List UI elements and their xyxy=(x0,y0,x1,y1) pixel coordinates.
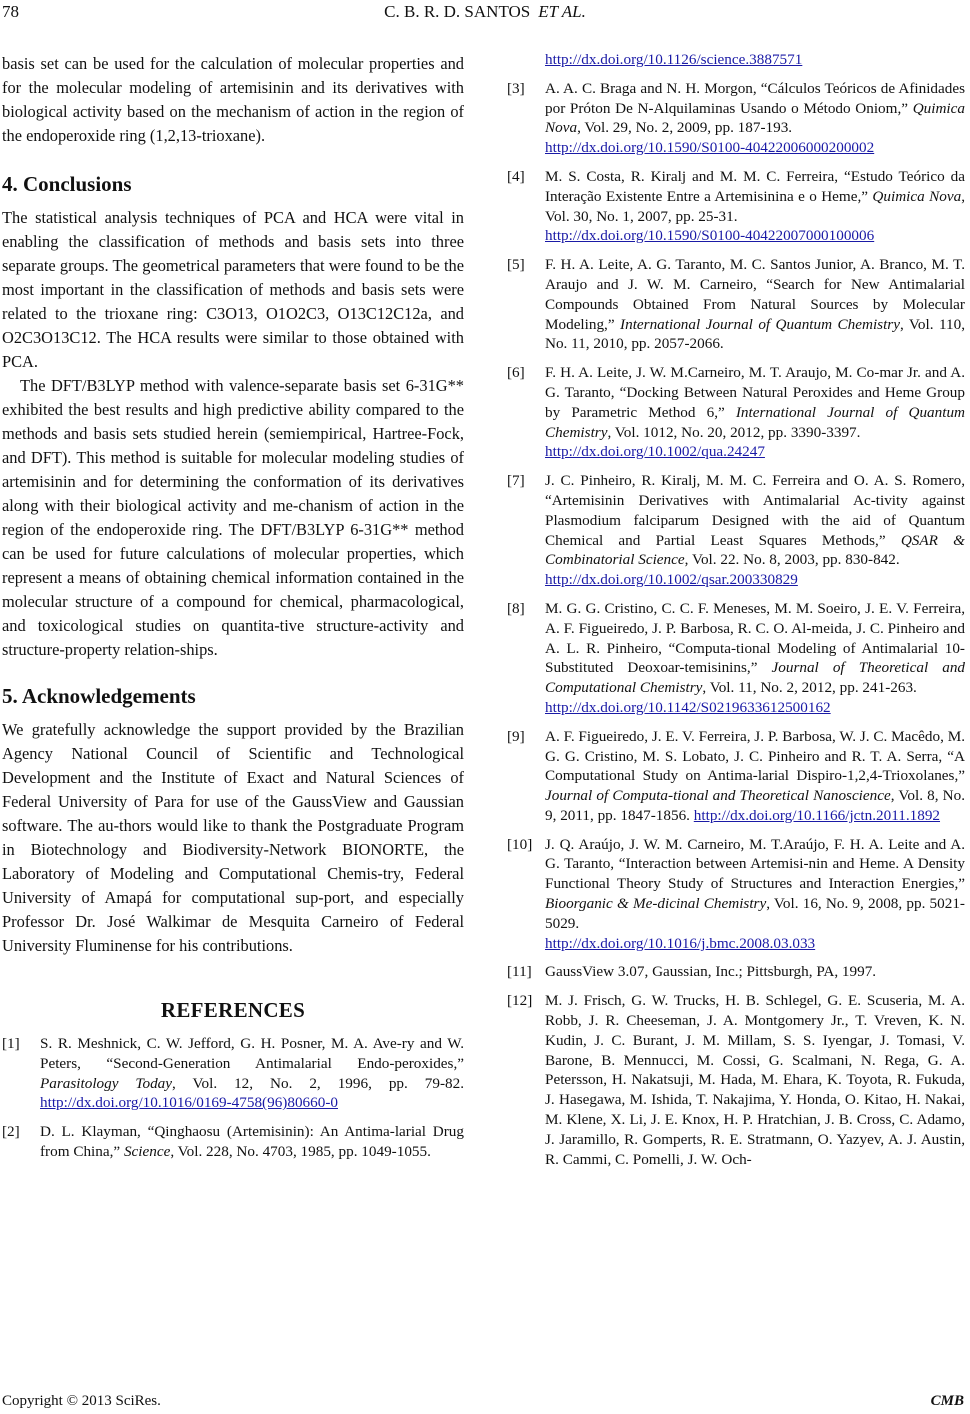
reference-journal: International Journal of Quantum Chemistry xyxy=(545,403,966,441)
reference-item-12 xyxy=(507,991,965,1169)
reference-item-11 xyxy=(507,962,965,982)
conclusions-paragraph-2: The DFT/B3LYP method with valence-separate basis set 6-31G** exhibited the best results and high predictive ability compared to the methods and basis sets studied herein (semiempirical, Hartree-Fock, and DFT). This method is suitable for molecular modeling studies of artemisinin and for determining the conformation of its derivatives along with their biological activity and me-chanism of action in the region of the endoperoxide ring. The DFT/B3LYP 6-31G** method can be used for future calculations of molecular properties, which represent a means of obtaining chemical information contained in the molecular structure of a compound for chemical, pharmacological, and toxicological studies on quantita-tive structure-activity and structure-property relation-ships. xyxy=(2,376,464,659)
footer-journal-abbrev: CMB xyxy=(930,1393,964,1409)
reference-text: M. S. Costa, R. Kiralj and M. M. C. Ferreira, “Estudo Teórico da Interação Existente Entre a Artemisinina e o Heme,” xyxy=(545,167,965,205)
reference-journal: QSAR & Combinatorial Science xyxy=(545,531,965,569)
page-number: 78 xyxy=(2,2,19,21)
reference-item-9 xyxy=(507,727,965,826)
reference-label: [5] xyxy=(507,256,525,274)
reference-item-3 xyxy=(507,79,965,158)
reference-details: , Vol. 11, No. 2, 2012, pp. 241-263. xyxy=(702,679,917,697)
reference-label: [11] xyxy=(507,963,532,981)
reference-doi-link[interactable]: http://dx.doi.org/10.1016/0169-4758(96)80660-0 xyxy=(40,1094,338,1112)
reference-item-5 xyxy=(507,255,965,354)
reference-item-2 xyxy=(2,1122,464,1162)
footer-copyright: Copyright © 2013 SciRes. xyxy=(2,1393,161,1409)
reference-label: [3] xyxy=(507,79,525,97)
left-column xyxy=(2,52,464,1162)
reference-doi-link[interactable]: http://dx.doi.org/10.1016/j.bmc.2008.03.033 xyxy=(545,934,816,952)
conclusions-heading: 4. Conclusions xyxy=(2,172,132,196)
reference-label: [12] xyxy=(507,992,533,1010)
reference-label: [1] xyxy=(2,1035,20,1052)
reference-item-7 xyxy=(507,471,965,590)
reference-text: M. J. Frisch, G. W. Trucks, H. B. Schlegel, G. E. Scuseria, M. A. Robb, J. R. Cheeseman, J. A. Montgomery Jr., T. Vreven, K. N. Kudin, J. C. Burant, J. M. Millam, S. S. Iyengar, J. Tomasi, V. Barone, B. Mennucci, M. Cossi, G. Scalmani, N. Rega, G. A. Petersson, H. Nakatsuji, M. Hada, M. Ehara, K. Toyota, R. Fukuda, J. Hasegawa, M. Ishida, T. Nakajima, Y. Honda, O. Kitao, H. Nakai, M. Klene, X. Li, J. E. Knox, H. P. Hratchian, J. B. Cross, C. Adamo, J. Jaramillo, R. Gomperts, R. E. Stratmann, O. Yazyev, A. J. Austin, R. Cammi, C. Pomelli, J. W. Och- xyxy=(545,992,965,1168)
reference-text: F. H. A. Leite, A. G. Taranto, M. C. Santos Junior, A. Branco, M. T. Araujo and J. W. M. Carneiro, “Search for New Antimalarial Compounds Obtained From Natural Sources by Molecular Modeling,” xyxy=(545,256,965,333)
reference-label: [7] xyxy=(507,472,525,490)
header-et-al: ET AL. xyxy=(538,2,586,21)
reference-journal: Journal of Computa-tional and Theoretical Nanoscience xyxy=(545,787,891,805)
reference-details: , Vol. 1012, No. 20, 2012, pp. 3390-3397. xyxy=(607,423,861,441)
intro-paragraph: basis set can be used for the calculation of molecular properties and for the molecular modeling of artemisinin and its derivatives with biological activity based on the mechanism of action in the region of the endoperoxide ring (1,2,13-trioxane). xyxy=(2,54,464,145)
reference-journal: Science xyxy=(123,1142,171,1160)
reference-text: S. R. Meshnick, C. W. Jefford, G. H. Posner, M. A. Ave-ry and W. Peters, “Second-Generation Antimalarial Endo-peroxides,” xyxy=(40,1035,464,1072)
reference-label: [8] xyxy=(507,599,525,617)
reference-text: J. Q. Araújo, J. W. M. Carneiro, M. T.Araújo, F. H. A. Leite and A. G. Taranto, “Interaction between Artemisi-nin and Heme. A Density Functional Theory Study of Structures and Interaction Energies,” xyxy=(545,835,965,893)
reference-details: , Vol. 8, No. 9, 2011, pp. 1847-1856. xyxy=(545,787,966,824)
reference-label: [9] xyxy=(507,727,525,745)
reference-text: A. A. C. Braga and N. H. Morgon, “Cálculos Teóricos de Afinidades por Próton De N-Alquilaminas Usando o Método Oniom,” xyxy=(545,79,965,117)
reference-text: A. F. Figueiredo, J. E. V. Ferreira, J. P. Barbosa, W. J. C. Macêdo, M. G. G. Cristino, M. S. Lobato, J. C. Pinheiro and R. T. A. Serra, “A Computational Study on Antima-larial Dispiro-1,2,4-Trioxolanes,” xyxy=(545,727,965,785)
reference-doi-link[interactable]: http://dx.doi.org/10.1166/jctn.2011.1892 xyxy=(693,806,941,824)
reference-item-1 xyxy=(2,1034,464,1113)
reference-details: , Vol. 29, No. 2, 2009, pp. 187-193. xyxy=(577,119,793,137)
reference-doi-link[interactable]: http://dx.doi.org/10.1002/qua.24247 xyxy=(545,443,765,461)
right-column xyxy=(507,50,965,1169)
reference-journal: Parasitology Today xyxy=(40,1074,173,1092)
reference-text: GaussView 3.07, Gaussian, Inc.; Pittsburgh, PA, 1997. xyxy=(545,963,877,981)
references-heading: REFERENCES xyxy=(160,998,306,1022)
running-title xyxy=(0,0,970,24)
reference-text: D. L. Klayman, “Qinghaosu (Artemisinin): An Antima-larial Drug from China,” xyxy=(40,1123,464,1160)
reference-details: , Vol. 16, No. 9, 2008, pp. 5021-5029. xyxy=(545,895,965,932)
reference-item-6 xyxy=(507,363,965,462)
reference-label: [4] xyxy=(507,167,525,185)
conclusions-paragraph-1: The statistical analysis techniques of PCA and HCA were vital in enabling the classification of methods and basis sets into three separate groups. The geometrical parameters that were found to be the most important in the classification of methods and basis sets were related to the trioxane ring: C3O13, O1O2C3, O13C12C12a, and O2C3O13C12. The HCA results were similar to those obtained with PCA. xyxy=(2,208,464,371)
reference-item-4 xyxy=(507,167,965,246)
header-authors: C. B. R. D. SANTOS xyxy=(384,2,531,21)
reference-details: , Vol. 228, No. 4703, 1985, pp. 1049-1055. xyxy=(170,1142,431,1160)
reference-journal: Quimica Nova xyxy=(545,99,965,137)
reference-journal: International Journal of Quantum Chemistry xyxy=(620,315,900,333)
reference-doi-link[interactable]: http://dx.doi.org/10.1126/science.3887571 xyxy=(545,51,803,68)
reference-item-2-continued xyxy=(507,50,965,70)
reference-details: , Vol. 30, No. 1, 2007, pp. 25-31. xyxy=(545,187,965,225)
reference-doi-link[interactable]: http://dx.doi.org/10.1142/S0219633612500162 xyxy=(545,698,831,716)
reference-item-8 xyxy=(507,599,965,718)
reference-text: M. G. G. Cristino, C. C. F. Meneses, M. M. Soeiro, J. E. V. Ferreira, A. F. Figueiredo, J. P. Barbosa, R. C. O. Al-meida, J. C. Pinheiro and A. L. R. Pinheiro, “Computa-tional Modeling of Antimalarial 10-Substituted Deoxoar-temisinins,” xyxy=(545,599,965,677)
reference-text: F. H. A. Leite, J. W. M.Carneiro, M. T. Araujo, M. Co-mar Jr. and A. G. Taranto, “Docking Between Natural Peroxides and Heme Group by Parametric Method 6,” xyxy=(545,364,965,421)
reference-journal: Quimica Nova xyxy=(872,187,962,205)
reference-doi-link[interactable]: http://dx.doi.org/10.1002/qsar.200330829 xyxy=(545,571,798,589)
reference-details: , Vol. 12, No. 2, 1996, pp. 79-82. xyxy=(172,1074,465,1092)
reference-label: [10] xyxy=(507,835,533,853)
reference-details: , Vol. 110, No. 11, 2010, pp. 2057-2066. xyxy=(545,315,965,353)
acknowledgements-paragraph: We gratefully acknowledge the support provided by the Brazilian Agency National Council of Scientific and Technological Development and the Institute of Exact and Natural Sciences of Federal University of Para for use of the GaussView and Gaussian software. The au-thors would like to thank the Postgraduate Program in Biotechnology and Biodiversity-Network BIONORTE, the Laboratory of Modeling and Computational Chemis-try, Federal University of Amapá for computational sup-port, and especially Professor Dr. José Walkimar de Mesquita Carneiro of Federal University Fluminense for his contributions. xyxy=(2,720,464,955)
reference-journal: Journal of Theoretical and Computational Chemistry xyxy=(545,659,966,697)
reference-text: J. C. Pinheiro, R. Kiralj, M. M. C. Ferreira and O. A. S. Romero, “Artemisinin Derivatives with Antimalarial Ac-tivity against Plasmodium falciparum Designed with the aid of Quantum Chemical and Partial Least Squares Methods,” xyxy=(545,472,965,549)
reference-item-10 xyxy=(507,835,965,954)
reference-doi-link[interactable]: http://dx.doi.org/10.1590/S0100-40422007000100006 xyxy=(545,227,875,245)
reference-doi-link[interactable]: http://dx.doi.org/10.1590/S0100-40422006000200002 xyxy=(545,139,875,157)
reference-label: [2] xyxy=(2,1123,20,1141)
reference-journal: Bioorganic & Me-dicinal Chemistry xyxy=(545,895,767,913)
reference-label: [6] xyxy=(507,364,525,382)
acknowledgements-heading: 5. Acknowledgements xyxy=(2,684,196,708)
running-header xyxy=(0,0,970,24)
reference-details: , Vol. 22. No. 8, 2003, pp. 830-842. xyxy=(684,551,900,569)
